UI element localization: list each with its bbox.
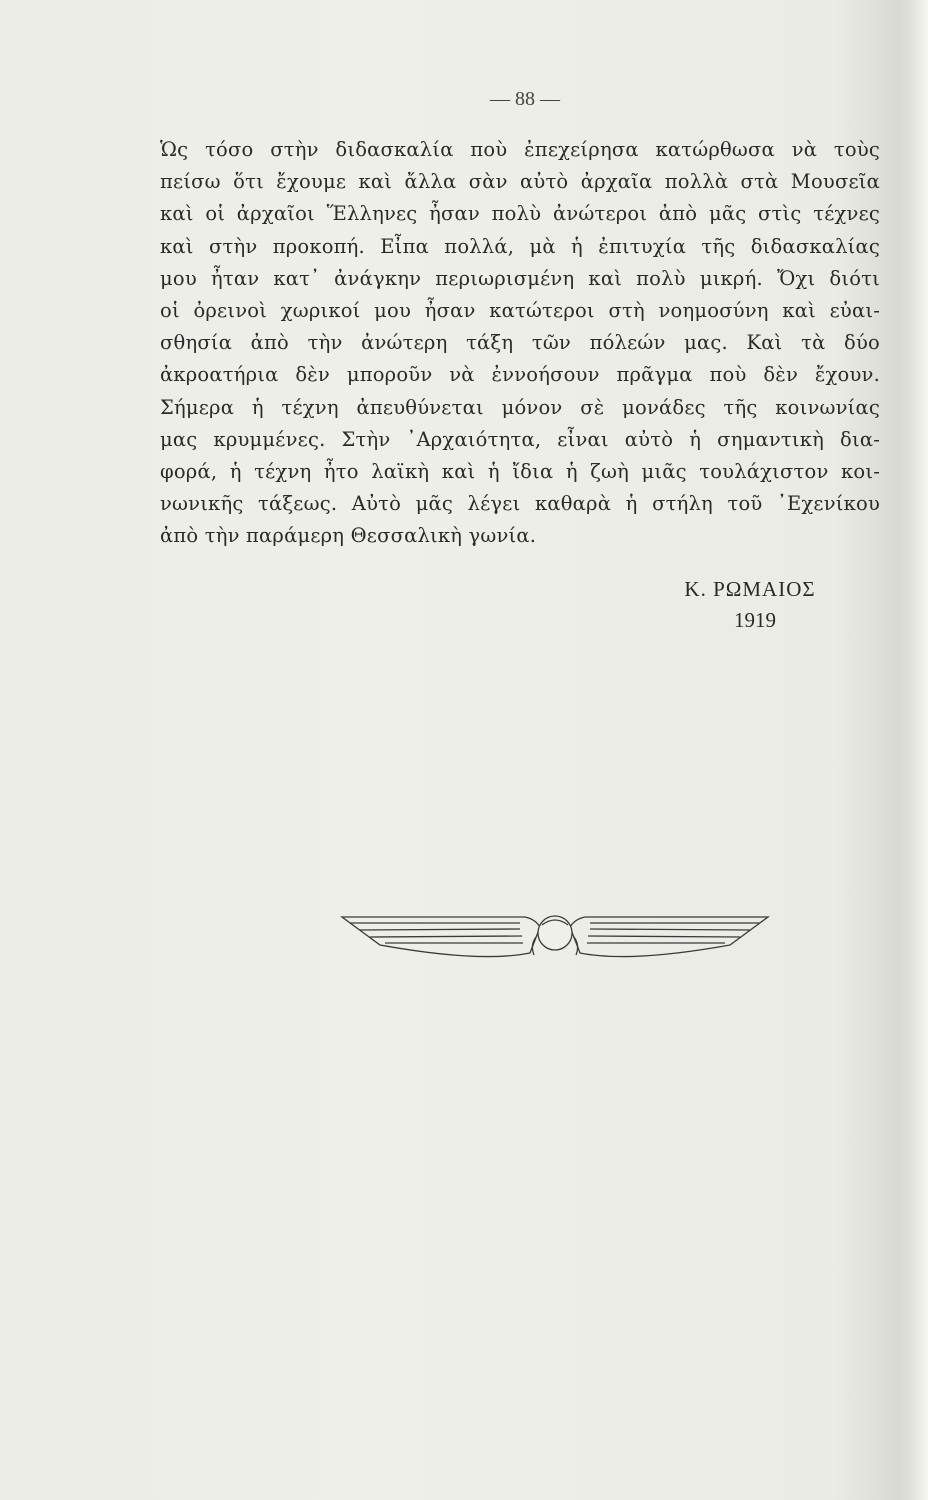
text-line: καὶ οἱ ἀρχαῖοι Ἕλληνες ἦσαν πολὺ ἀνώτεροι ἀπὸ μᾶς στὶς τέχνες <box>160 202 880 226</box>
page-edge <box>906 0 928 1500</box>
text-line: νωνικῆς τάξεως. Αὐτὸ μᾶς λέγει καθαρὰ ἡ στήλη τοῦ ᾽Εχενίκου <box>160 492 880 516</box>
winged-sun-icon <box>340 905 770 975</box>
text-line: φορά, ἡ τέχνη ἦτο λαϊκὴ καὶ ἡ ἴδια ἡ ζωὴ μιᾶς τουλάχιστον κοι- <box>160 459 880 483</box>
text-line: ἀπὸ τὴν παράμερη Θεσσαλικὴ γωνία. <box>160 524 537 548</box>
text-line: πείσω ὅτι ἔχουμε καὶ ἄλλα σὰν αὐτὸ ἀρχαῖα πολλὰ στὰ Μουσεῖα <box>160 170 880 194</box>
signature-year: 1919 <box>734 608 776 632</box>
signature <box>650 574 850 636</box>
text-line: καὶ στὴν προκοπή. Εἶπα πολλά, μὰ ἡ ἐπιτυχία τῆς διδασκαλίας <box>160 234 880 258</box>
text-line: μου ἦταν κατ᾽ ἀνάγκην περιωρισμένη καὶ πολὺ μικρή. Ὄχι διότι <box>160 266 880 290</box>
text-line: Σήμερα ἡ τέχνη ἀπευθύνεται μόνον σὲ μονάδες τῆς κοινωνίας <box>160 395 880 419</box>
text-line: οἱ ὀρεινοὶ χωρικοί μου ἦσαν κατώτεροι στὴ νοημοσύνη καὶ εὐαι- <box>160 298 880 322</box>
body-text <box>160 134 880 552</box>
text-line: μας κρυμμένες. Στὴν ᾽Αρχαιότητα, εἶναι αὐτὸ ἡ σημαντικὴ δια- <box>160 427 880 451</box>
author-name: Κ. ΡΩΜΑΙΟΣ <box>684 577 816 601</box>
text-line: Ὡς τόσο στὴν διδασκαλία ποὺ ἐπεχείρησα κατώρθωσα νὰ τοὺς <box>160 138 880 161</box>
text-line: σθησία ἀπὸ τὴν ἀνώτερη τάξη τῶν πόλεών μας. Καὶ τὰ δύο <box>160 331 880 355</box>
text-line: ἀκροατήρια δὲν μποροῦν νὰ ἐννοήσουν πρᾶγμα ποὺ δὲν ἔχουν. <box>160 363 880 387</box>
page-number: — 88 — <box>490 88 560 110</box>
